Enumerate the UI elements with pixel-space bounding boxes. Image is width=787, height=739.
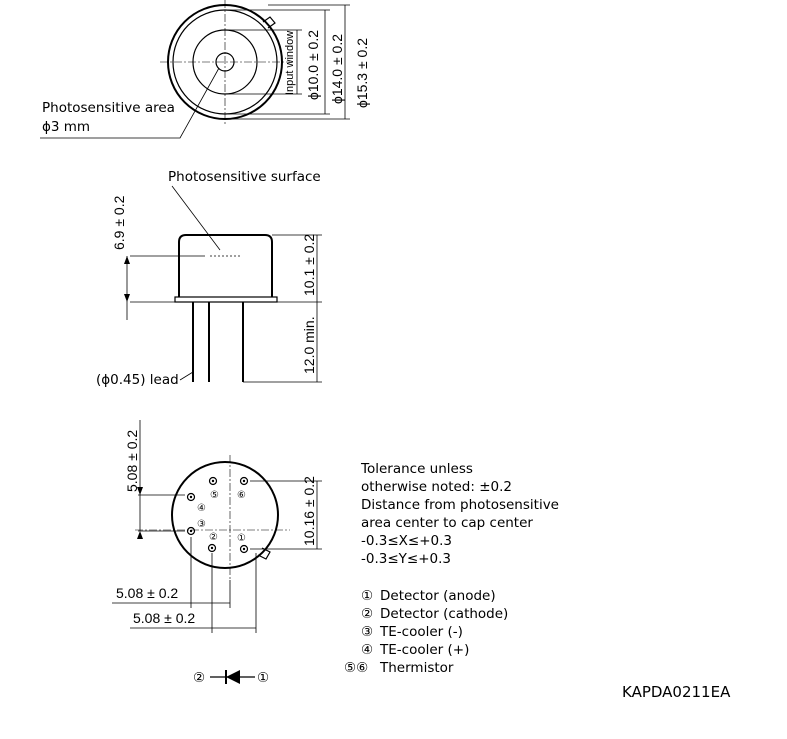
drawing-code: KAPDA0211EA — [622, 683, 731, 701]
pin-4-num: ④ — [361, 642, 374, 658]
cap-diameter-dim: ϕ14.0 ± 0.2 — [329, 33, 345, 104]
lead-label: (ϕ0.45) lead — [96, 372, 179, 388]
diode-symbol — [193, 670, 269, 686]
photosensitive-area-label: Photosensitive area — [42, 100, 175, 116]
tolerance-notes — [360, 461, 559, 567]
flange-diameter-dim: ϕ15.3 ± 0.2 — [354, 37, 370, 108]
pin-label-6: ⑥ — [237, 490, 246, 501]
side-view — [96, 169, 322, 388]
note-line-6: -0.3≤Y≤+0.3 — [361, 551, 451, 567]
pin-56-num: ⑤⑥ — [344, 660, 369, 676]
body-height-dim: 10.1 ± 0.2 — [301, 233, 317, 296]
pin-4-desc: TE-cooler (+) — [380, 642, 470, 658]
window-diameter-dim: ϕ10.0 ± 0.2 — [305, 29, 321, 100]
pin-label-3: ③ — [197, 519, 206, 530]
pin-2-num: ② — [361, 606, 374, 622]
pin-label-1: ① — [237, 533, 246, 544]
note-line-1: Tolerance unless — [361, 461, 473, 477]
pin-1-num: ① — [361, 588, 374, 604]
pin-3-desc: TE-cooler (-) — [380, 624, 463, 640]
note-line-4: area center to cap center — [361, 515, 533, 531]
note-line-3: Distance from photosensitive — [361, 497, 559, 513]
bottom-view — [112, 420, 322, 633]
pin-label-2: ② — [209, 532, 218, 543]
photosensitive-surface-label: Photosensitive surface — [168, 169, 321, 185]
diode-terminal-right: ① — [257, 670, 270, 686]
pin-56-desc: Thermistor — [380, 660, 454, 676]
note-line-2: otherwise noted: ±0.2 — [361, 479, 512, 495]
photosensitive-area-size: ϕ3 mm — [42, 119, 91, 135]
pin-circle-dim: 10.16 ± 0.2 — [301, 476, 317, 546]
pin-2-desc: Detector (cathode) — [380, 606, 509, 622]
pin-legend — [344, 588, 508, 676]
lead-length-dim: 12.0 min. — [301, 316, 317, 374]
pin-1-desc: Detector (anode) — [380, 588, 496, 604]
pin-label-4: ④ — [197, 503, 206, 514]
horizontal-offset-dim-2: 5.08 ± 0.2 — [133, 610, 196, 626]
horizontal-offset-dim-1: 5.08 ± 0.2 — [116, 585, 179, 601]
diode-terminal-left: ② — [193, 670, 206, 686]
top-view — [40, 0, 370, 138]
pin-3-num: ③ — [361, 624, 374, 640]
surface-height-dim: 6.9 ± 0.2 — [111, 195, 127, 250]
pin-label-5: ⑤ — [210, 490, 219, 501]
input-window-caption: Input window — [284, 30, 296, 95]
vertical-offset-dim: 5.08 ± 0.2 — [124, 429, 140, 492]
note-line-5: -0.3≤X≤+0.3 — [361, 533, 452, 549]
